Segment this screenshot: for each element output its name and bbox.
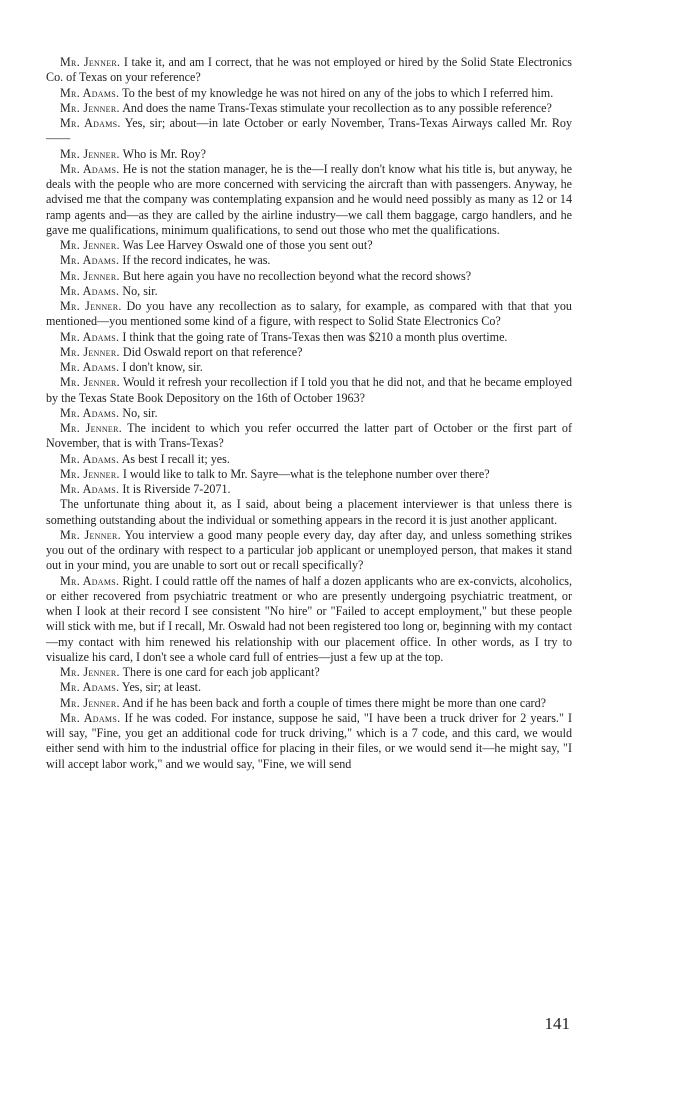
paragraph <box>46 375 572 406</box>
paragraph-text: It is Riverside 7-2071. <box>122 482 231 496</box>
paragraph-text: Yes, sir; at least. <box>121 680 201 695</box>
paragraph <box>46 253 572 268</box>
paragraph-text: The unfortunate thing about it, as I said, about being a placement interviewer is that unless there is something outstanding about the individual or something appears in the record it is just another applicant. <box>46 497 572 527</box>
speaker-name: Mr. Jenner. <box>60 299 122 313</box>
speaker-name: Mr. Adams. <box>60 482 120 496</box>
speaker-name: Mr. Jenner. <box>60 527 121 542</box>
paragraph-text: And if he has been back and forth a couple of times there might be more than one card? <box>122 695 546 710</box>
speaker-name: Mr. Adams. <box>60 451 120 466</box>
speaker-name: Mr. Jenner. <box>60 466 120 481</box>
speaker-name: Mr. Adams. <box>60 680 120 695</box>
paragraph <box>46 696 572 711</box>
paragraph <box>46 238 572 253</box>
paragraph-text: If the record indicates, he was. <box>122 253 271 268</box>
speaker-name: Mr. Adams. <box>60 405 120 420</box>
paragraph-text: Right. I could rattle off the names of half a dozen applicants who are ex-convicts, alcoholics, or either recovered from psychiatric treatment or who are presently undergoing psychiatric treatment, or when I look at their record I see consistent "No hire" or "Failed to accept employment," but these people will stick with me, but if I recall, Mr. Oswald had not been registered too long or, beginning with my contact—my contact with him renewed his relationship with our placement office. In other words, as I try to visualize his card, I don't see a whole card full of entries—just a few up at the top. <box>46 573 572 664</box>
paragraph-text: Did Oswald report on that reference? <box>122 344 303 359</box>
speaker-name: Mr. Adams. <box>60 85 120 100</box>
paragraph <box>46 711 572 772</box>
paragraph <box>46 147 572 162</box>
paragraph-text: Was Lee Harvey Oswald one of those you sent out? <box>122 238 373 252</box>
speaker-name: Mr. Adams. <box>60 161 120 176</box>
paragraph <box>46 452 572 467</box>
paragraph-text: Yes, sir; about—in late October or early November, Trans-Texas Airways called Mr. Roy—— <box>46 116 572 146</box>
paragraph <box>46 269 572 284</box>
paragraph <box>46 497 572 528</box>
paragraph <box>46 345 572 360</box>
speaker-name: Mr. Adams. <box>60 710 121 725</box>
speaker-name: Mr. Jenner. <box>60 100 120 115</box>
paragraph-text: Who is Mr. Roy? <box>122 146 206 161</box>
paragraph-text: But here again you have no recollection beyond what the record shows? <box>122 268 472 283</box>
speaker-name: Mr. Jenner. <box>60 268 120 283</box>
paragraph-text: I would like to talk to Mr. Sayre—what is the telephone number over there? <box>122 466 490 481</box>
paragraph <box>46 55 572 86</box>
paragraph <box>46 406 572 421</box>
paragraph-text: The incident to which you refer occurred the latter part of October or the first part of November, that is with Trans-Texas? <box>46 421 572 451</box>
speaker-name: Mr. Jenner. <box>60 665 120 679</box>
paragraph <box>46 116 572 147</box>
speaker-name: Mr. Adams. <box>60 573 120 588</box>
paragraph-text: No, sir. <box>122 283 158 298</box>
paragraph <box>46 528 572 574</box>
paragraph <box>46 299 572 330</box>
speaker-name: Mr. Adams. <box>60 253 120 268</box>
paragraph-text: You interview a good many people every day, day after day, and unless something strikes you out of the ordinary with respect to a particular job applicant or unemployed person, that makes it stand out in your mind, you are unable to sort out or recall specifically? <box>46 527 572 573</box>
speaker-name: Mr. Jenner. <box>60 146 120 161</box>
paragraph-text: There is one card for each job applicant? <box>122 665 320 679</box>
paragraph-text: I take it, and am I correct, that he was not employed or hired by the Solid State Electronics Co. of Texas on your reference? <box>46 55 572 85</box>
paragraph-text: To the best of my knowledge he was not hired on any of the jobs to which I referred him. <box>122 85 554 100</box>
page-number: 141 <box>544 1014 570 1033</box>
paragraph <box>46 360 572 375</box>
speaker-name: Mr. Jenner. <box>60 695 120 710</box>
paragraph-text: I think that the going rate of Trans-Texas then was $210 a month plus overtime. <box>122 329 508 344</box>
paragraph <box>46 482 572 497</box>
paragraph <box>46 284 572 299</box>
speaker-name: Mr. Jenner. <box>60 375 120 390</box>
speaker-name: Mr. Jenner. <box>60 421 123 435</box>
speaker-name: Mr. Adams. <box>60 116 121 130</box>
paragraph-text: If he was coded. For instance, suppose he said, "I have been a truck driver for 2 years." I will say, "Fine, you get an additional code for truck driving," which is a 7 code, and this card, we would either send with him to the industrial office for placing in their files, or we would send it—he might say, "I will accept labor work," and we would say, "Fine, we will send <box>46 710 572 771</box>
speaker-name: Mr. Adams. <box>60 360 120 374</box>
paragraph <box>46 86 572 101</box>
paragraph <box>46 421 572 452</box>
paragraph <box>46 680 572 695</box>
paragraph-text: I don't know, sir. <box>122 360 203 374</box>
speaker-name: Mr. Jenner. <box>60 238 120 252</box>
transcript-page <box>46 55 572 772</box>
speaker-name: Mr. Adams. <box>60 283 120 298</box>
paragraph <box>46 330 572 345</box>
paragraph <box>46 101 572 116</box>
speaker-name: Mr. Jenner. <box>60 55 121 69</box>
paragraph <box>46 574 572 666</box>
paragraph-text: And does the name Trans-Texas stimulate your recollection as to any possible reference? <box>122 100 552 115</box>
paragraph-text: He is not the station manager, he is the—I really don't know what his title is, but anyway, he deals with the people who are more concerned with servicing the aircraft than with passengers. Anyway, he advised me that the company was contemplating expansion and he would need possibly as many as 12 or 14 ramp agents and—as they are called by the airline industry—we call them baggage, cargo handlers, and he gave me qualifications, minimum qualifications, to send out those who met the qualifications. <box>46 161 573 237</box>
paragraph <box>46 467 572 482</box>
paragraph <box>46 162 572 238</box>
paragraph-text: No, sir. <box>122 405 158 420</box>
paragraph-text: Do you have any recollection as to salary, for example, as compared with that that you mentioned—you mentioned some kind of a figure, with respect to Solid State Electronics Co? <box>46 299 572 329</box>
speaker-name: Mr. Adams. <box>60 329 120 344</box>
paragraph-text: As best I recall it; yes. <box>121 451 230 466</box>
speaker-name: Mr. Jenner. <box>60 344 120 359</box>
paragraph <box>46 665 572 680</box>
paragraph-text: Would it refresh your recollection if I told you that he did not, and that he became employed by the Texas State Book Depository on the 16th of October 1963? <box>46 375 572 405</box>
